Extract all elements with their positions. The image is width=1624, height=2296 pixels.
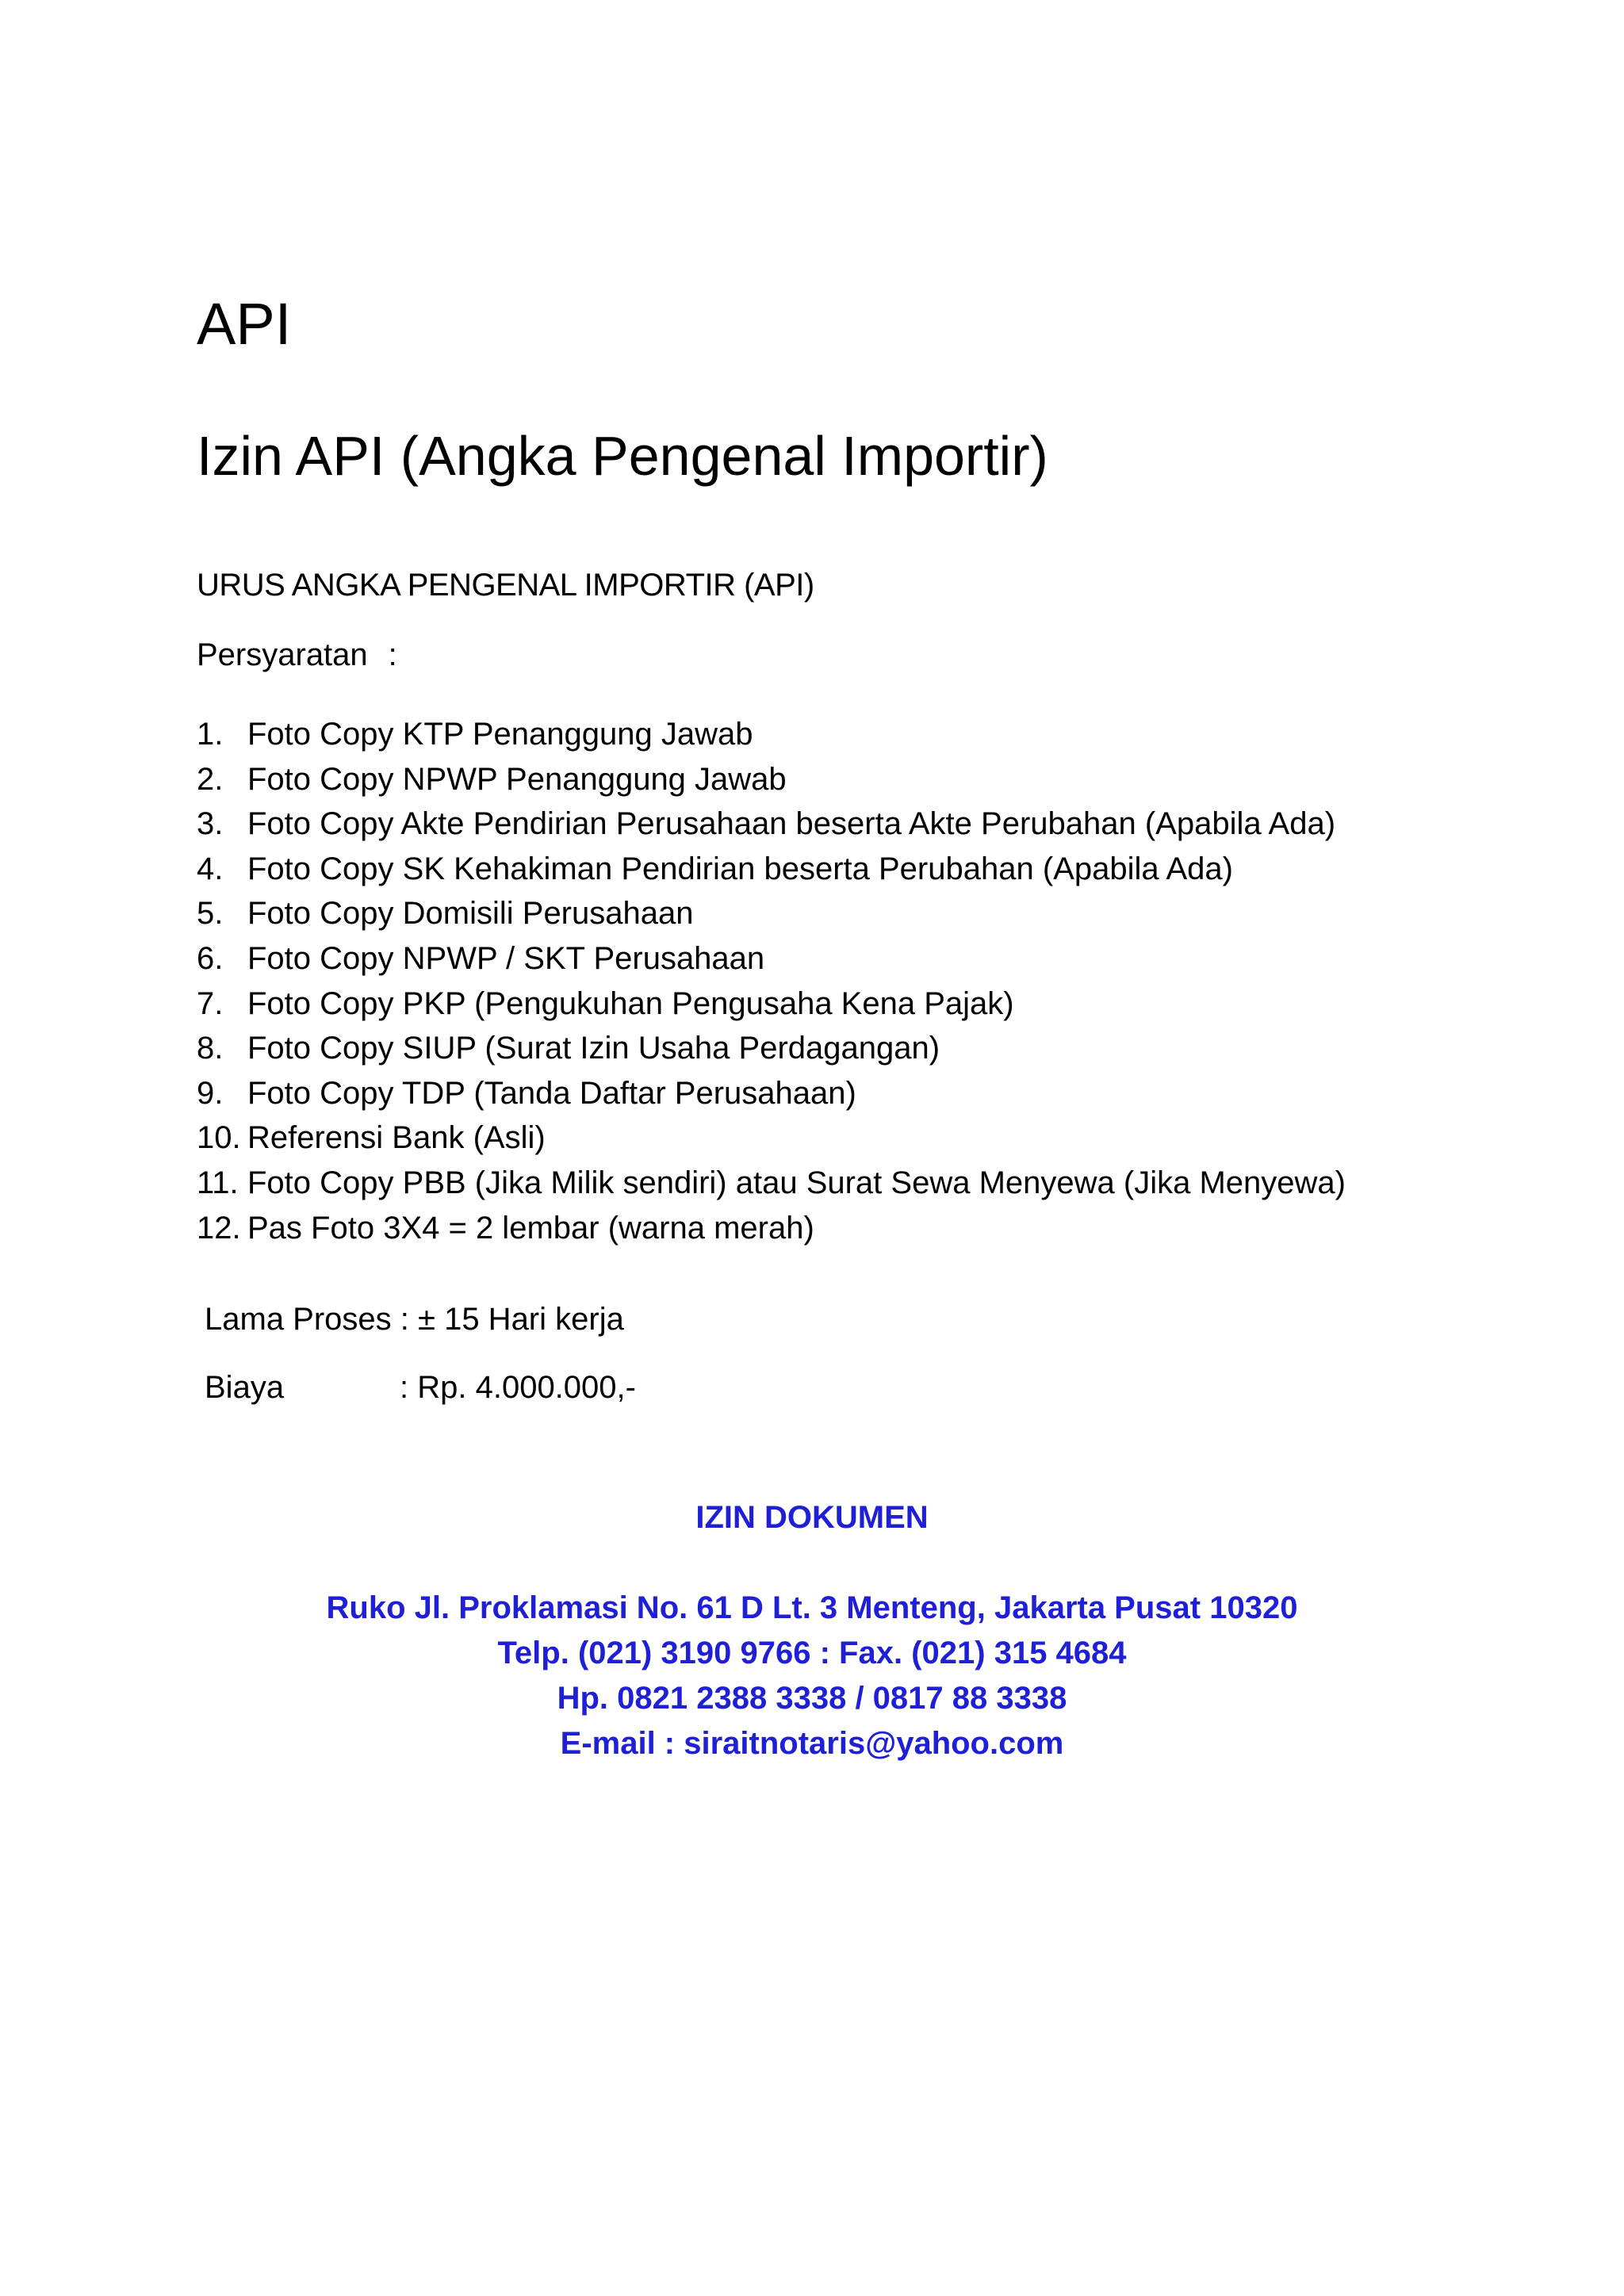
requirement-number: 5.	[197, 896, 224, 932]
requirement-text: Foto Copy SIUP (Surat Izin Usaha Perdagangan)	[247, 1031, 940, 1066]
requirement-number: 4.	[197, 851, 224, 886]
requirement-item	[197, 853, 1346, 898]
requirement-item	[197, 718, 1346, 763]
requirement-text: Foto Copy PKP (Pengukuhan Pengusaha Kena Pajak)	[247, 985, 1014, 1021]
requirement-item	[197, 763, 1346, 809]
requirement-text: Pas Foto 3X4 = 2 lembar (warna merah)	[247, 1210, 814, 1246]
company-name: IZIN DOKUMEN	[695, 1500, 929, 1535]
requirement-item	[197, 1077, 1346, 1123]
requirement-item	[197, 897, 1346, 943]
requirement-number: 2.	[197, 761, 224, 797]
requirement-text: Referensi Bank (Asli)	[247, 1120, 546, 1156]
requirement-item	[197, 808, 1346, 853]
requirement-text: Foto Copy KTP Penanggung Jawab	[247, 717, 753, 752]
requirement-number: 9.	[197, 1075, 224, 1111]
requirement-text: Foto Copy NPWP Penanggung Jawab	[247, 761, 787, 797]
requirement-number: 11.	[197, 1165, 239, 1200]
requirement-item	[197, 1122, 1346, 1167]
requirements-label-text: Persyaratan	[197, 637, 368, 672]
requirement-item	[197, 1167, 1346, 1212]
requirement-text: Foto Copy SK Kehakiman Pendirian beserta Perubahan (Apabila Ada)	[247, 851, 1233, 886]
company-address: Ruko Jl. Proklamasi No. 61 D Lt. 3 Menteng, Jakarta Pusat 10320	[326, 1590, 1298, 1625]
company-phone-fax: Telp. (021) 3190 9766 : Fax. (021) 315 4684	[497, 1636, 1127, 1670]
requirement-number: 6.	[197, 940, 224, 976]
processing-time: Lama Proses : ± 15 Hari kerja	[205, 1302, 624, 1337]
requirement-number: 7.	[197, 985, 224, 1021]
company-email: E-mail : siraitnotaris@yahoo.com	[560, 1726, 1064, 1761]
requirement-item	[197, 940, 1346, 988]
requirement-text: Foto Copy Akte Pendirian Perusahaan beserta Akte Perubahan (Apabila Ada)	[247, 806, 1336, 842]
cost-row	[205, 1372, 636, 1403]
requirement-text: Foto Copy TDP (Tanda Daftar Perusahaan)	[247, 1075, 856, 1111]
requirement-number: 8.	[197, 1031, 224, 1066]
document-subtitle: Izin API (Angka Pengenal Importir)	[197, 425, 1048, 487]
company-mobile: Hp. 0821 2388 3338 / 0817 88 3338	[557, 1681, 1067, 1716]
cost-label: Biaya	[205, 1370, 285, 1405]
requirement-number: 1.	[197, 717, 224, 752]
requirement-item	[197, 1032, 1346, 1077]
requirement-text: Foto Copy NPWP / SKT Perusahaan	[247, 940, 765, 976]
requirement-text: Foto Copy Domisili Perusahaan	[247, 896, 694, 932]
requirement-text: Foto Copy PBB (Jika Milik sendiri) atau Surat Sewa Menyewa (Jika Menyewa)	[247, 1165, 1346, 1200]
requirement-item	[197, 985, 1346, 1033]
requirement-number: 12.	[197, 1210, 241, 1246]
requirements-label-colon: :	[388, 637, 397, 672]
section-heading: URUS ANGKA PENGENAL IMPORTIR (API)	[197, 568, 814, 603]
document-title: API	[197, 291, 292, 357]
requirements-list	[197, 718, 1346, 1257]
requirement-number: 3.	[197, 806, 224, 842]
requirement-item	[197, 1212, 1346, 1257]
requirements-label	[197, 639, 397, 671]
requirement-number: 10.	[197, 1120, 241, 1156]
cost-value: : Rp. 4.000.000,-	[400, 1370, 636, 1405]
